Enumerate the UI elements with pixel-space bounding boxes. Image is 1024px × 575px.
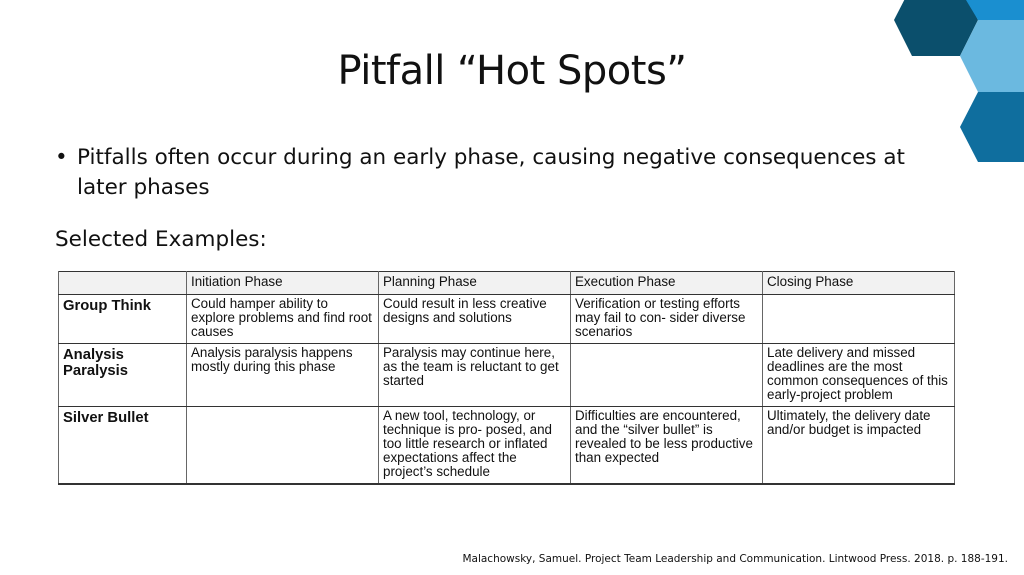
table-row-group-think bbox=[59, 295, 955, 344]
source-citation: Malachowsky, Samuel. Project Team Leadership and Communication. Lintwood Press. 2018. p. 188-191. bbox=[462, 553, 1008, 565]
table-row-silver-bullet bbox=[59, 407, 955, 485]
table-cell: Paralysis may continue here, as the team is reluctant to get started bbox=[379, 344, 571, 407]
header-initiation-phase: Initiation Phase bbox=[187, 272, 379, 295]
table-cell: Ultimately, the delivery date and/or budget is impacted bbox=[763, 407, 955, 485]
row-label: Group Think bbox=[59, 295, 187, 344]
header-execution-phase: Execution Phase bbox=[571, 272, 763, 295]
row-label: Analysis Paralysis bbox=[59, 344, 187, 407]
row-label: Silver Bullet bbox=[59, 407, 187, 485]
table-row-analysis-paralysis bbox=[59, 344, 955, 407]
header-closing-phase: Closing Phase bbox=[763, 272, 955, 295]
table-cell: A new tool, technology, or technique is pro- posed, and too little research or inflated expectations affect the project’s schedule bbox=[379, 407, 571, 485]
hexagon-mid-blue bbox=[960, 92, 1024, 162]
table-cell: Could hamper ability to explore problems and find root causes bbox=[187, 295, 379, 344]
header-planning-phase: Planning Phase bbox=[379, 272, 571, 295]
slide-title: Pitfall “Hot Spots” bbox=[337, 48, 687, 94]
table-cell: Late delivery and missed deadlines are the most common consequences of this early-project problem bbox=[763, 344, 955, 407]
table-header-row bbox=[59, 272, 955, 295]
bullet-text: Pitfalls often occur during an early phase, causing negative consequences at later phases bbox=[77, 145, 905, 200]
bullet-marker: • bbox=[55, 145, 68, 170]
header-corner-cell bbox=[59, 272, 187, 295]
section-subheading: Selected Examples: bbox=[55, 227, 267, 252]
table-cell: Verification or testing efforts may fail to con- sider diverse scenarios bbox=[571, 295, 763, 344]
table-cell bbox=[187, 407, 379, 485]
table-cell: Difficulties are encountered, and the “silver bullet” is revealed to be less productive than expected bbox=[571, 407, 763, 485]
table-cell: Analysis paralysis happens mostly during this phase bbox=[187, 344, 379, 407]
pitfall-examples-table bbox=[58, 271, 955, 485]
table-cell: Could result in less creative designs and solutions bbox=[379, 295, 571, 344]
table-cell bbox=[763, 295, 955, 344]
bullet-point bbox=[55, 143, 935, 203]
table-cell bbox=[571, 344, 763, 407]
